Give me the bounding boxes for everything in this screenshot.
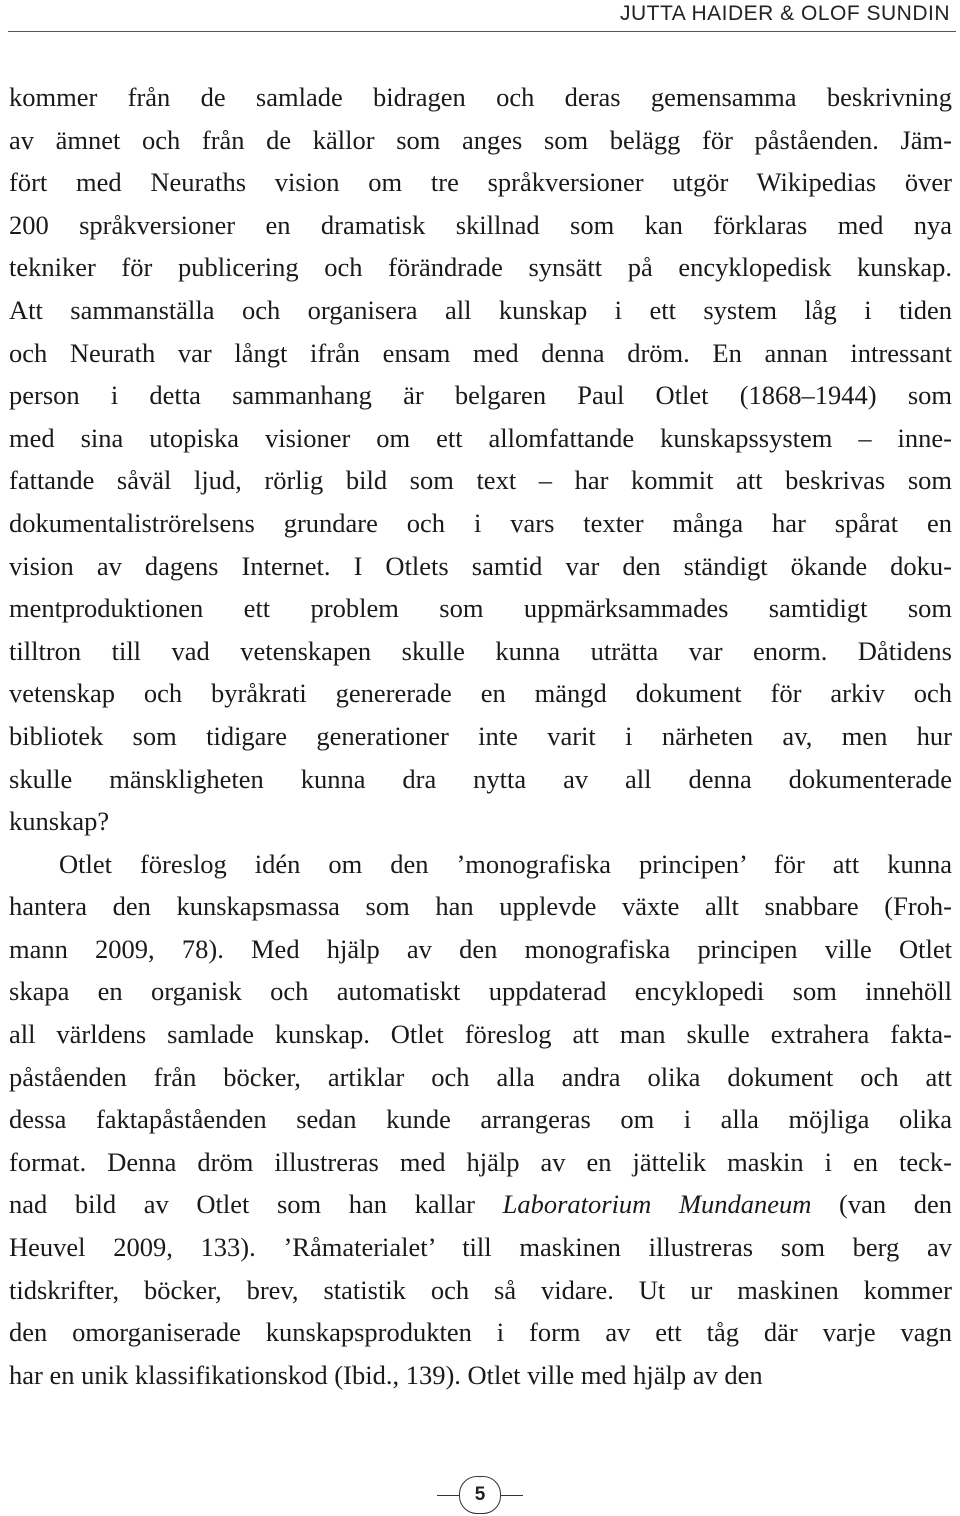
text-segment: mann 2009, 78). Med hjälp av den monografiska principen ville Otlet [9,933,952,964]
text-line [9,289,952,332]
text-segment: tekniker för publicering och förändrade synsätt på encyklopedisk kunskap. [9,252,952,283]
text-segment: skulle mänskligheten kunna dra nytta av all denna dokumenterade [9,763,952,794]
text-line [9,1311,952,1354]
text-line [9,76,952,119]
text-line [9,1183,952,1226]
text-segment: vetenskap och byråkrati genererade en mängd dokument för arkiv och [9,678,952,709]
text-line [9,204,952,247]
text-line [9,332,952,375]
header-rule [8,31,956,32]
paragraph [9,76,952,843]
text-segment: skapa en organisk och automatiskt uppdaterad encyklopedi som innehöll [9,976,952,1007]
folio-rule-right [501,1495,523,1496]
body-text [9,76,952,1396]
text-segment: fört med Neuraths vision om tre språkversioner utgör Wikipedias över [9,167,952,198]
text-line [9,928,952,971]
text-line [9,459,952,502]
text-line [9,1269,952,1312]
text-line [9,119,952,162]
text-segment: den omorganiserade kunskapsprodukten i form av ett tåg där varje vagn [9,1317,952,1348]
text-segment: kunskap? [9,806,110,837]
text-line [9,587,952,630]
text-segment: person i detta sammanhang är belgaren Paul Otlet (1868–1944) som [9,380,952,411]
text-line [9,630,952,673]
text-line [9,715,952,758]
text-segment: har en unik klassifikationskod (Ibid., 139). Otlet ville med hjälp av den [9,1359,763,1390]
text-segment: mentproduktionen ett problem som uppmärksammades samtidigt som [9,593,952,624]
text-line [9,246,952,289]
text-line [9,1098,952,1141]
text-line [9,417,952,460]
text-line [9,758,952,801]
text-line [9,161,952,204]
text-segment: dessa faktapåståenden sedan kunde arrangeras om i alla möjliga olika [9,1104,952,1135]
text-segment: hantera den kunskapsmassa som han upplevde växte allt snabbare (Froh- [9,891,952,922]
text-segment: av ämnet och från de källor som anges som belägg för påståenden. Jäm- [9,124,952,155]
paragraph [9,843,952,1397]
text-line [9,970,952,1013]
text-segment: tilltron till vad vetenskapen skulle kunna uträtta var enorm. Dåtidens [9,635,952,666]
text-segment: fattande såväl ljud, rörlig bild som text – har kommit att beskrivas som [9,465,952,496]
text-segment: bibliotek som tidigare generationer inte varit i närheten av, men hur [9,720,952,751]
running-head-title: JUTTA HAIDER & OLOF SUNDIN [620,2,950,25]
text-line [9,1013,952,1056]
text-line [9,1141,952,1184]
text-line [9,843,952,886]
text-line [9,800,952,843]
text-segment: Heuvel 2009, 133). ’Råmaterialet’ till maskinen illustreras som berg av [9,1232,952,1263]
text-line [9,672,952,715]
text-segment: all världens samlade kunskap. Otlet föreslog att man skulle extrahera fakta- [9,1019,952,1050]
text-segment: dokumentaliströrelsens grundare och i vars texter många har spårat en [9,507,952,538]
text-line [9,1056,952,1099]
text-segment: (van den [811,1189,953,1220]
text-line [9,374,952,417]
text-segment: nad bild av Otlet som han kallar [9,1189,503,1220]
text-line [9,502,952,545]
text-line [9,545,952,588]
page-footer [0,1476,960,1516]
text-segment: Otlet föreslog idén om den ’monografiska principen’ för att kunna [59,848,952,879]
text-segment: påståenden från böcker, artiklar och alla andra olika dokument och att [9,1061,952,1092]
text-segment: med sina utopiska visioner om ett allomfattande kunskapssystem – inne- [9,422,952,453]
text-segment: kommer från de samlade bidragen och deras gemensamma beskrivning [9,82,952,112]
text-segment: Att sammanställa och organisera all kunskap i ett system låg i tiden [9,294,952,325]
text-segment: 200 språkversioner en dramatisk skillnad som kan förklaras med nya [9,209,952,240]
running-header [0,0,960,34]
folio-rule-left [437,1495,459,1496]
text-segment: format. Denna dröm illustreras med hjälp av en jättelik maskin i en teck- [9,1146,952,1177]
text-line [9,1226,952,1269]
text-segment: och Neurath var långt ifrån ensam med denna dröm. En annan intressant [9,337,952,368]
text-segment: vision av dagens Internet. I Otlets samtid var den ständigt ökande doku- [9,550,952,581]
text-line [9,885,952,928]
page-number: 5 [459,1476,501,1514]
italic-title: Laboratorium Mundaneum [502,1189,812,1220]
text-segment: tidskrifter, böcker, brev, statistik och så vidare. Ut ur maskinen kommer [9,1274,952,1305]
text-line [9,1354,952,1397]
